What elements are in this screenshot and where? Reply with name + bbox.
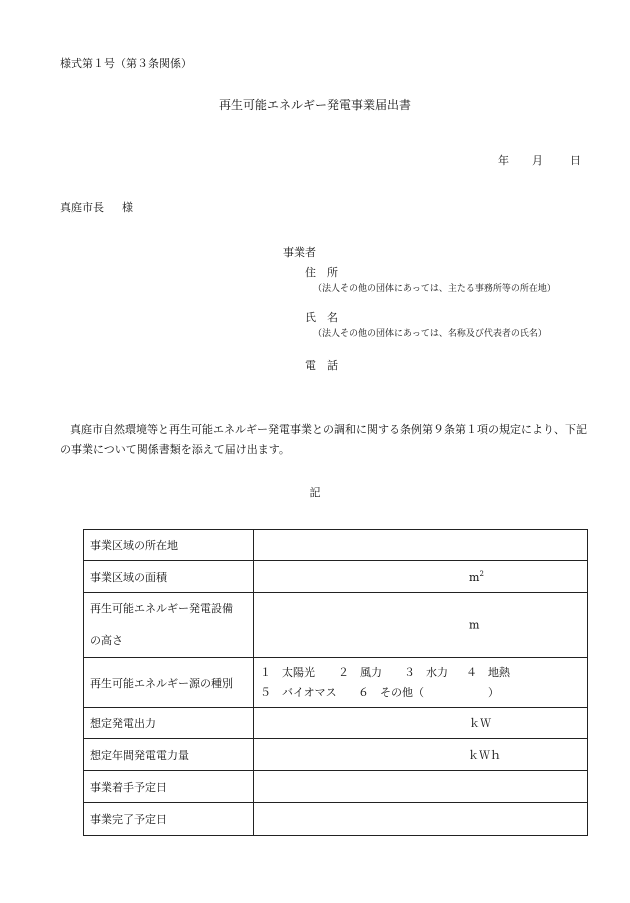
table-row [84, 771, 588, 803]
ki-heading: 記 [309, 486, 321, 499]
address-note: （法人その他の団体にあっては、主たる事務所等の所在地） [313, 284, 556, 294]
date-line [498, 152, 581, 168]
form-number: 様式第１号（第３条関係） [60, 57, 192, 70]
option-biomass[interactable]: ５ バイオマス [260, 685, 337, 699]
annual-generation-unit: ｋＷｈ [468, 748, 501, 762]
table-row [84, 561, 588, 593]
row-label-start-date: 事業着手予定日 [84, 771, 254, 803]
area-value-field[interactable] [254, 561, 588, 593]
table-row [84, 658, 588, 708]
addressee-name: 真庭市長 [60, 201, 104, 214]
date-month-label: 月 [532, 154, 543, 167]
area-unit [469, 570, 484, 584]
output-value-field[interactable] [254, 708, 588, 739]
option-other[interactable]: ６ その他（ [358, 685, 424, 699]
option-wind[interactable]: ２ 風力 [338, 665, 382, 679]
table-row [84, 803, 588, 836]
row-label-completion-date: 事業完了予定日 [84, 803, 254, 836]
option-hydro[interactable]: ３ 水力 [404, 665, 448, 679]
table-row [84, 739, 588, 771]
phone-label: 電 話 [305, 359, 338, 372]
name-note: （法人その他の団体にあっては、名称及び代表者の氏名） [313, 329, 547, 339]
document-title: 再生可能エネルギー発電事業届出書 [218, 98, 411, 112]
row-label-height [84, 593, 254, 658]
height-value-field[interactable] [254, 593, 588, 658]
row-label-height-line2: の高さ [90, 634, 123, 647]
body-paragraph-text: 真庭市自然環境等と再生可能エネルギー発電事業との調和に関する条例第９条第１項の規定により、下記の事業について関係書類を添えて届け出ます。 [60, 423, 587, 456]
addressee-honorific: 様 [122, 201, 133, 214]
option-geothermal[interactable]: ４ 地熱 [466, 665, 510, 679]
row-label-height-line1: 再生可能エネルギー発電設備 [90, 602, 233, 615]
date-year-label: 年 [498, 154, 509, 167]
row-label-location: 事業区域の所在地 [84, 530, 254, 561]
area-unit-base: m [469, 570, 480, 584]
option-other-close: ） [488, 685, 499, 699]
start-date-value-field[interactable] [254, 771, 588, 803]
applicant-label: 事業者 [283, 246, 316, 259]
annual-generation-value-field[interactable] [254, 739, 588, 771]
addressee [60, 199, 133, 215]
area-unit-sup: 2 [479, 569, 484, 578]
height-unit: m [469, 618, 480, 632]
output-unit: ｋＷ [469, 717, 491, 730]
energy-type-options [254, 658, 588, 708]
details-table [83, 529, 588, 836]
option-solar[interactable]: １ 太陽光 [260, 665, 315, 679]
completion-date-value-field[interactable] [254, 803, 588, 836]
row-label-energy-type: 再生可能エネルギー源の種別 [84, 658, 254, 708]
row-label-annual-generation: 想定年間発電電力量 [84, 739, 254, 771]
table-row [84, 708, 588, 739]
location-value-field[interactable] [254, 530, 588, 561]
name-label: 氏 名 [305, 311, 338, 324]
row-label-output: 想定発電出力 [84, 708, 254, 739]
row-label-area: 事業区域の面積 [84, 561, 254, 593]
energy-options-line2 [260, 683, 581, 703]
address-label: 住 所 [305, 266, 338, 279]
energy-options-line1 [260, 663, 581, 683]
table-row [84, 530, 588, 561]
date-day-label: 日 [570, 154, 581, 167]
table-row [84, 593, 588, 658]
body-paragraph [60, 420, 590, 460]
